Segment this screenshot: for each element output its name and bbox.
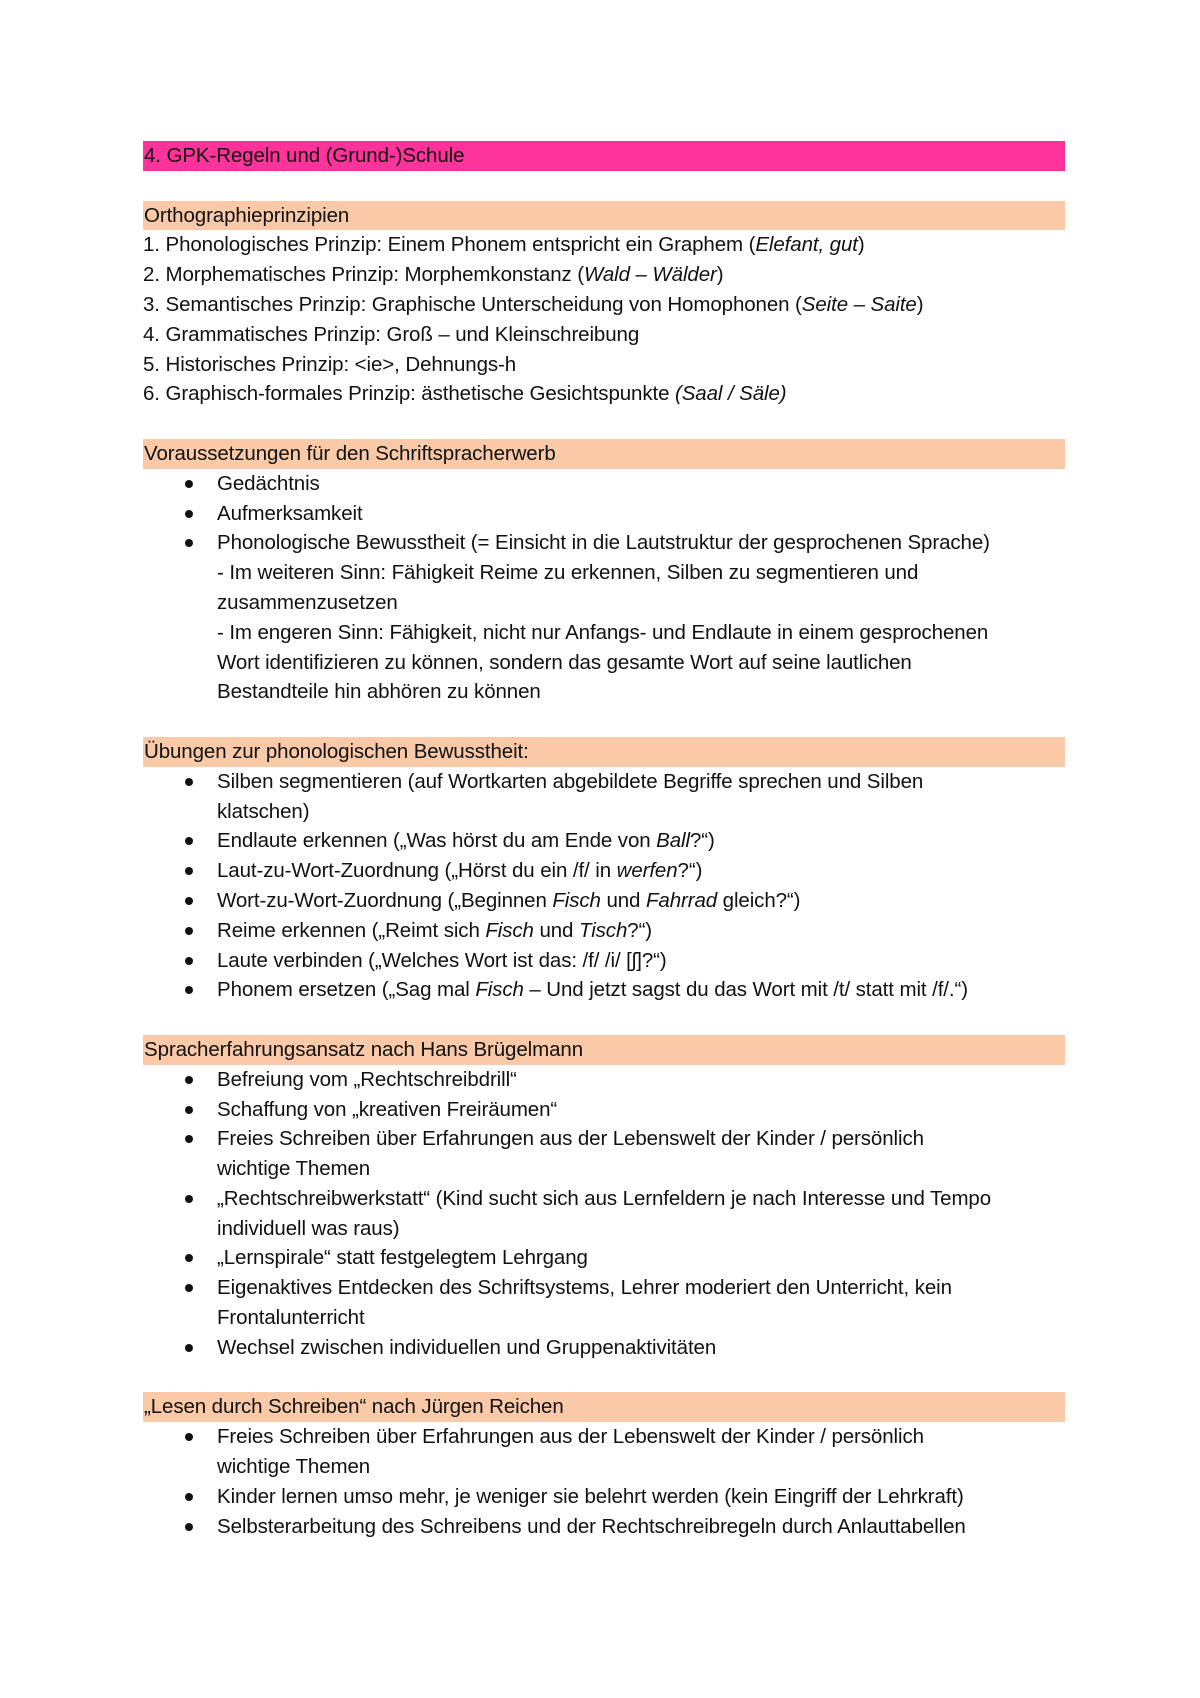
orthographie-item-6: 6. Graphisch-formales Prinzip: ästhetische Gesichtspunkte (Saal / Säle) bbox=[143, 382, 787, 406]
spacer bbox=[143, 409, 1065, 439]
sub-text: zusammenzusetzen bbox=[217, 590, 398, 614]
item-text: Silben segmentieren (auf Wortkarten abgebildete Begriffe sprechen und Silben bbox=[217, 769, 924, 793]
list-item: Endlaute erkennen („Was hörst du am Ende von Ball?“) bbox=[143, 826, 1065, 856]
list-item: Kinder lernen umso mehr, je weniger sie belehrt werden (kein Eingriff der Lehrkraft) bbox=[143, 1482, 1065, 1512]
item-text: Freies Schreiben über Erfahrungen aus der Lebenswelt der Kinder / persönlich bbox=[217, 1425, 924, 1449]
item-text: individuell was raus) bbox=[217, 1216, 400, 1240]
item-text: Eigenaktives Entdecken des Schriftsystems, Lehrer moderiert den Unterricht, kein bbox=[217, 1276, 952, 1300]
list-item: Befreiung vom „Rechtschreibdrill“ bbox=[143, 1065, 1065, 1095]
list-item bbox=[143, 1124, 1065, 1184]
item-text: Freies Schreiben über Erfahrungen aus der Lebenswelt der Kinder / persönlich bbox=[217, 1127, 924, 1151]
spacer bbox=[143, 1005, 1065, 1035]
orthographie-item-4: 4. Grammatisches Prinzip: Groß – und Kleinschreibung bbox=[143, 322, 640, 346]
spacer bbox=[143, 707, 1065, 737]
list-item-phonologische-bewusstheit bbox=[143, 528, 1065, 707]
item-text: wichtige Themen bbox=[217, 1157, 371, 1181]
reichen-list bbox=[143, 1422, 1065, 1541]
list-item bbox=[143, 1184, 1065, 1244]
section-heading-voraussetzungen: Voraussetzungen für den Schriftspracherwerb bbox=[143, 439, 1065, 469]
spacer bbox=[143, 1363, 1065, 1393]
list-item: Laut-zu-Wort-Zuordnung („Hörst du ein /f/ in werfen?“) bbox=[143, 856, 1065, 886]
section-heading-orthographie: Orthographieprinzipien bbox=[143, 201, 1065, 231]
sub-text: Wort identifizieren zu können, sondern das gesamte Wort auf seine lautlichen bbox=[217, 650, 912, 674]
list-item bbox=[143, 1422, 1065, 1482]
section-heading-bruegelmann: Spracherfahrungsansatz nach Hans Brügelmann bbox=[143, 1035, 1065, 1065]
list-item bbox=[143, 767, 1065, 827]
orthographie-item-2: 2. Morphematisches Prinzip: Morphemkonstanz (Wald – Wälder) bbox=[143, 263, 724, 287]
section-heading-reichen: „Lesen durch Schreiben“ nach Jürgen Reichen bbox=[143, 1392, 1065, 1422]
sub-text: - Im engeren Sinn: Fähigkeit, nicht nur Anfangs- und Endlaute in einem gesprochenen bbox=[217, 620, 989, 644]
orthographie-item-1: 1. Phonologisches Prinzip: Einem Phonem entspricht ein Graphem (Elefant, gut) bbox=[143, 233, 865, 257]
list-item: Laute verbinden („Welches Wort ist das: /f/ /i/ [ʃ]?“) bbox=[143, 946, 1065, 976]
list-item: Reime erkennen („Reimt sich Fisch und Tisch?“) bbox=[143, 916, 1065, 946]
item-text: Frontalunterricht bbox=[217, 1306, 365, 1330]
list-item: Gedächtnis bbox=[143, 469, 1065, 499]
section-heading-uebungen: Übungen zur phonologischen Bewusstheit: bbox=[143, 737, 1065, 767]
orthographie-list bbox=[143, 230, 1065, 409]
item-text: Phonologische Bewusstheit (= Einsicht in die Lautstruktur der gesprochenen Sprache) bbox=[217, 531, 990, 555]
uebungen-list bbox=[143, 767, 1065, 1005]
orthographie-item-5: 5. Historisches Prinzip: <ie>, Dehnungs-h bbox=[143, 352, 517, 376]
item-text: klatschen) bbox=[217, 799, 310, 823]
spacer bbox=[143, 171, 1065, 201]
page-title: 4. GPK-Regeln und (Grund-)Schule bbox=[143, 141, 1065, 171]
item-text: wichtige Themen bbox=[217, 1455, 371, 1479]
list-item: Phonem ersetzen („Sag mal Fisch – Und jetzt sagst du das Wort mit /t/ statt mit /f/.“) bbox=[143, 975, 1065, 1005]
list-item bbox=[143, 1273, 1065, 1333]
voraussetzungen-list bbox=[143, 469, 1065, 707]
bruegelmann-list bbox=[143, 1065, 1065, 1363]
list-item: „Lernspirale“ statt festgelegtem Lehrgang bbox=[143, 1243, 1065, 1273]
item-text: „Rechtschreibwerkstatt“ (Kind sucht sich aus Lernfeldern je nach Interesse und Tempo bbox=[217, 1186, 992, 1210]
list-item: Wechsel zwischen individuellen und Gruppenaktivitäten bbox=[143, 1333, 1065, 1363]
sub-text: Bestandteile hin abhören zu können bbox=[217, 680, 541, 704]
list-item: Schaffung von „kreativen Freiräumen“ bbox=[143, 1095, 1065, 1125]
list-item: Wort-zu-Wort-Zuordnung („Beginnen Fisch und Fahrrad gleich?“) bbox=[143, 886, 1065, 916]
document-content bbox=[143, 141, 1065, 1541]
sub-text: - Im weiteren Sinn: Fähigkeit Reime zu erkennen, Silben zu segmentieren und bbox=[217, 561, 919, 585]
list-item: Aufmerksamkeit bbox=[143, 499, 1065, 529]
orthographie-item-3: 3. Semantisches Prinzip: Graphische Unterscheidung von Homophonen (Seite – Saite) bbox=[143, 292, 924, 316]
list-item: Selbsterarbeitung des Schreibens und der Rechtschreibregeln durch Anlauttabellen bbox=[143, 1512, 1065, 1542]
